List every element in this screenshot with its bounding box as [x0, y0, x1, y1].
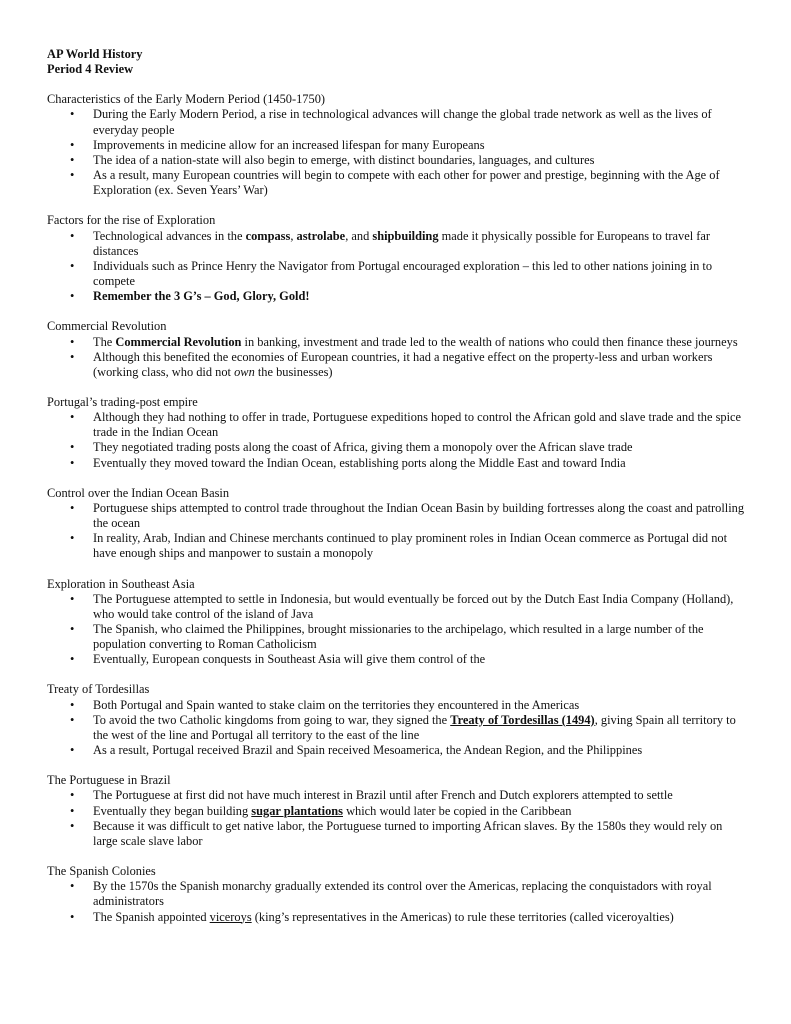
bullet-item [47, 229, 747, 259]
bullet-text: Eventually they began building [93, 803, 252, 818]
section [47, 577, 747, 668]
section [47, 682, 747, 758]
bullet-text: The idea of a nation-state will also begin to emerge, with distinct boundaries, languages, and cultures [93, 152, 595, 167]
section-heading: Characteristics of the Early Modern Period (1450-1750) [47, 92, 326, 107]
bullet-item [47, 501, 747, 531]
bullet-item [47, 652, 747, 667]
review-sections [47, 92, 747, 924]
bullet-icon: • [70, 818, 75, 833]
bullet-icon: • [70, 531, 75, 546]
bullet-item [47, 259, 747, 289]
bullet-icon: • [70, 788, 75, 803]
bullet-text: Remember the 3 G’s – God, Glory, Gold! [93, 289, 310, 304]
bullet-icon: • [70, 500, 75, 515]
bullet-text: Because it was difficult to get native labor, the Portuguese turned to importing African slaves. By the 1580s they would rely on large scale slave labor [93, 818, 723, 848]
bullet-item [47, 819, 747, 849]
bullet-icon: • [70, 803, 75, 818]
bullet-text: As a result, Portugal received Brazil and Spain received Mesoamerica, the Andean Region, and the Philippines [93, 743, 643, 758]
section-heading: Factors for the rise of Exploration [47, 213, 216, 228]
bullet-text: Although this benefited the economies of European countries, it had a negative effect on the property-less and urban workers (working class, who did not [93, 349, 713, 379]
bullet-item [47, 622, 747, 652]
bullet-text: To avoid the two Catholic kingdoms from going to war, they signed the [93, 712, 451, 727]
bullet-icon: • [70, 289, 75, 304]
bullet-icon: • [70, 909, 75, 924]
bullet-icon: • [70, 440, 75, 455]
bullet-icon: • [70, 334, 75, 349]
bullet-text: which would later be copied in the Caribbean [343, 803, 572, 818]
bullet-text: Technological advances in the [93, 228, 246, 243]
bullet-text: The Portuguese at first did not have much interest in Brazil until after French and Dutch explorers attempted to settle [93, 788, 673, 803]
bullet-list [47, 335, 747, 380]
bullet-list [47, 788, 747, 849]
bullet-item [47, 168, 747, 198]
bullet-item [47, 153, 747, 168]
bullet-text: As a result, many European countries will begin to compete with each other for power and prestige, beginning with the Age of Exploration (ex. Seven Years’ War) [93, 168, 720, 198]
section-heading: Treaty of Tordesillas [47, 682, 150, 697]
bullet-text: The Portuguese attempted to settle in Indonesia, but would eventually be forced out by the Dutch East India Company (Holland), who would take control of the island of Java [93, 591, 734, 621]
bullet-list [47, 229, 747, 305]
bullet-list [47, 107, 747, 198]
section-heading: The Portuguese in Brazil [47, 773, 171, 788]
section-heading: Exploration in Southeast Asia [47, 576, 195, 591]
bullet-item [47, 592, 747, 622]
bullet-item [47, 910, 747, 925]
bullet-text: made it physically possible for Europeans to travel far distances [93, 228, 710, 258]
bullet-text: The Spanish appointed [93, 909, 210, 924]
bullet-text: The [93, 334, 116, 349]
section [47, 773, 747, 849]
bullet-text: Eventually they moved toward the Indian Ocean, establishing ports along the Middle East and toward India [93, 455, 626, 470]
bullet-list [47, 698, 747, 759]
bullet-list [47, 592, 747, 668]
bullet-item [47, 743, 747, 758]
bullet-text: astrolabe [296, 228, 346, 243]
bullet-text: , giving Spain all territory to the west of the line and Portugal all territory to the east of the line [93, 712, 736, 742]
bullet-text: , and [345, 228, 373, 243]
section [47, 486, 747, 562]
bullet-item [47, 410, 747, 440]
bullet-text: viceroys [209, 909, 252, 924]
bullet-item [47, 698, 747, 713]
bullet-icon: • [70, 137, 75, 152]
bullet-list [47, 410, 747, 471]
bullet-icon: • [70, 228, 75, 243]
bullet-icon: • [70, 622, 75, 636]
course-title: AP World History [47, 47, 143, 61]
section-heading: Control over the Indian Ocean Basin [47, 485, 230, 500]
bullet-text: Portuguese ships attempted to control trade throughout the Indian Ocean Basin by building fortresses along the coast and patrolling the ocean [93, 500, 745, 531]
section [47, 319, 747, 380]
bullet-text: compass [245, 228, 291, 243]
bullet-item [47, 879, 747, 909]
bullet-text: , [290, 228, 297, 243]
bullet-icon: • [70, 712, 75, 727]
bullet-text: Although they had nothing to offer in trade, Portuguese expeditions hoped to control the African gold and slave trade and the spice trade in the Indian Ocean [93, 410, 742, 440]
bullet-item [47, 138, 747, 153]
bullet-text: in banking, investment and trade led to the wealth of nations who could then finance these journeys [241, 334, 738, 349]
bullet-icon: • [70, 697, 75, 712]
section [47, 92, 747, 198]
bullet-item [47, 713, 747, 743]
bullet-icon: • [70, 168, 75, 183]
bullet-list [47, 501, 747, 562]
bullet-icon: • [70, 349, 75, 364]
bullet-icon: • [70, 879, 75, 894]
bullet-item [47, 440, 747, 455]
bullet-text: Individuals such as Prince Henry the Navigator from Portugal encouraged exploration – this led to other nations joining in to compete [93, 258, 713, 289]
section [47, 864, 747, 925]
bullet-icon: • [70, 455, 75, 470]
section-heading: The Spanish Colonies [47, 864, 156, 879]
bullet-text: The Spanish, who claimed the Philippines, brought missionaries to the archipelago, which resulted in a large number of the population converting to Roman Catholicism [93, 622, 704, 652]
section-heading: Commercial Revolution [47, 319, 167, 334]
bullet-text: They negotiated trading posts along the coast of Africa, giving them a monopoly over the African slave trade [93, 440, 633, 455]
review-title: Period 4 Review [47, 62, 134, 77]
section [47, 213, 747, 304]
bullet-text: own [234, 364, 255, 379]
bullet-text: Both Portugal and Spain wanted to stake claim on the territories they encountered in the Americas [93, 697, 580, 712]
bullet-item [47, 350, 747, 380]
bullet-icon: • [70, 591, 75, 606]
bullet-text: Commercial Revolution [115, 334, 242, 349]
bullet-text: During the Early Modern Period, a rise in technological advances will change the global trade network as well as the lives of everyday people [93, 107, 712, 137]
bullet-list [47, 879, 747, 924]
bullet-text: shipbuilding [372, 228, 439, 243]
bullet-text: (king’s representatives in the Americas) to rule these territories (called viceroyalties) [251, 909, 674, 924]
bullet-text: Improvements in medicine allow for an increased lifespan for many Europeans [93, 137, 485, 152]
bullet-icon: • [70, 258, 75, 273]
section [47, 395, 747, 471]
bullet-item [47, 289, 747, 304]
bullet-text: sugar plantations [251, 803, 343, 818]
bullet-text: By the 1570s the Spanish monarchy gradually extended its control over the Americas, replacing the conquistadors with royal administrators [93, 879, 712, 909]
bullet-icon: • [70, 410, 75, 425]
bullet-item [47, 107, 747, 137]
bullet-text: the businesses) [254, 364, 333, 379]
bullet-item [47, 804, 747, 819]
bullet-icon: • [70, 743, 75, 758]
bullet-item [47, 531, 747, 561]
bullet-text: In reality, Arab, Indian and Chinese merchants continued to play prominent roles in Indian Ocean commerce as Portugal did not have enough ships and manpower to sustain a monopoly [93, 531, 728, 561]
bullet-icon: • [70, 152, 75, 167]
bullet-item [47, 788, 747, 803]
bullet-text: Treaty of Tordesillas (1494) [450, 712, 595, 727]
bullet-icon: • [70, 652, 75, 667]
bullet-item [47, 335, 747, 350]
bullet-text: Eventually, European conquests in Southeast Asia will give them control of the [93, 652, 486, 667]
bullet-icon: • [70, 107, 75, 122]
document-page [47, 47, 747, 925]
section-heading: Portugal’s trading-post empire [47, 394, 198, 409]
bullet-item [47, 456, 747, 471]
